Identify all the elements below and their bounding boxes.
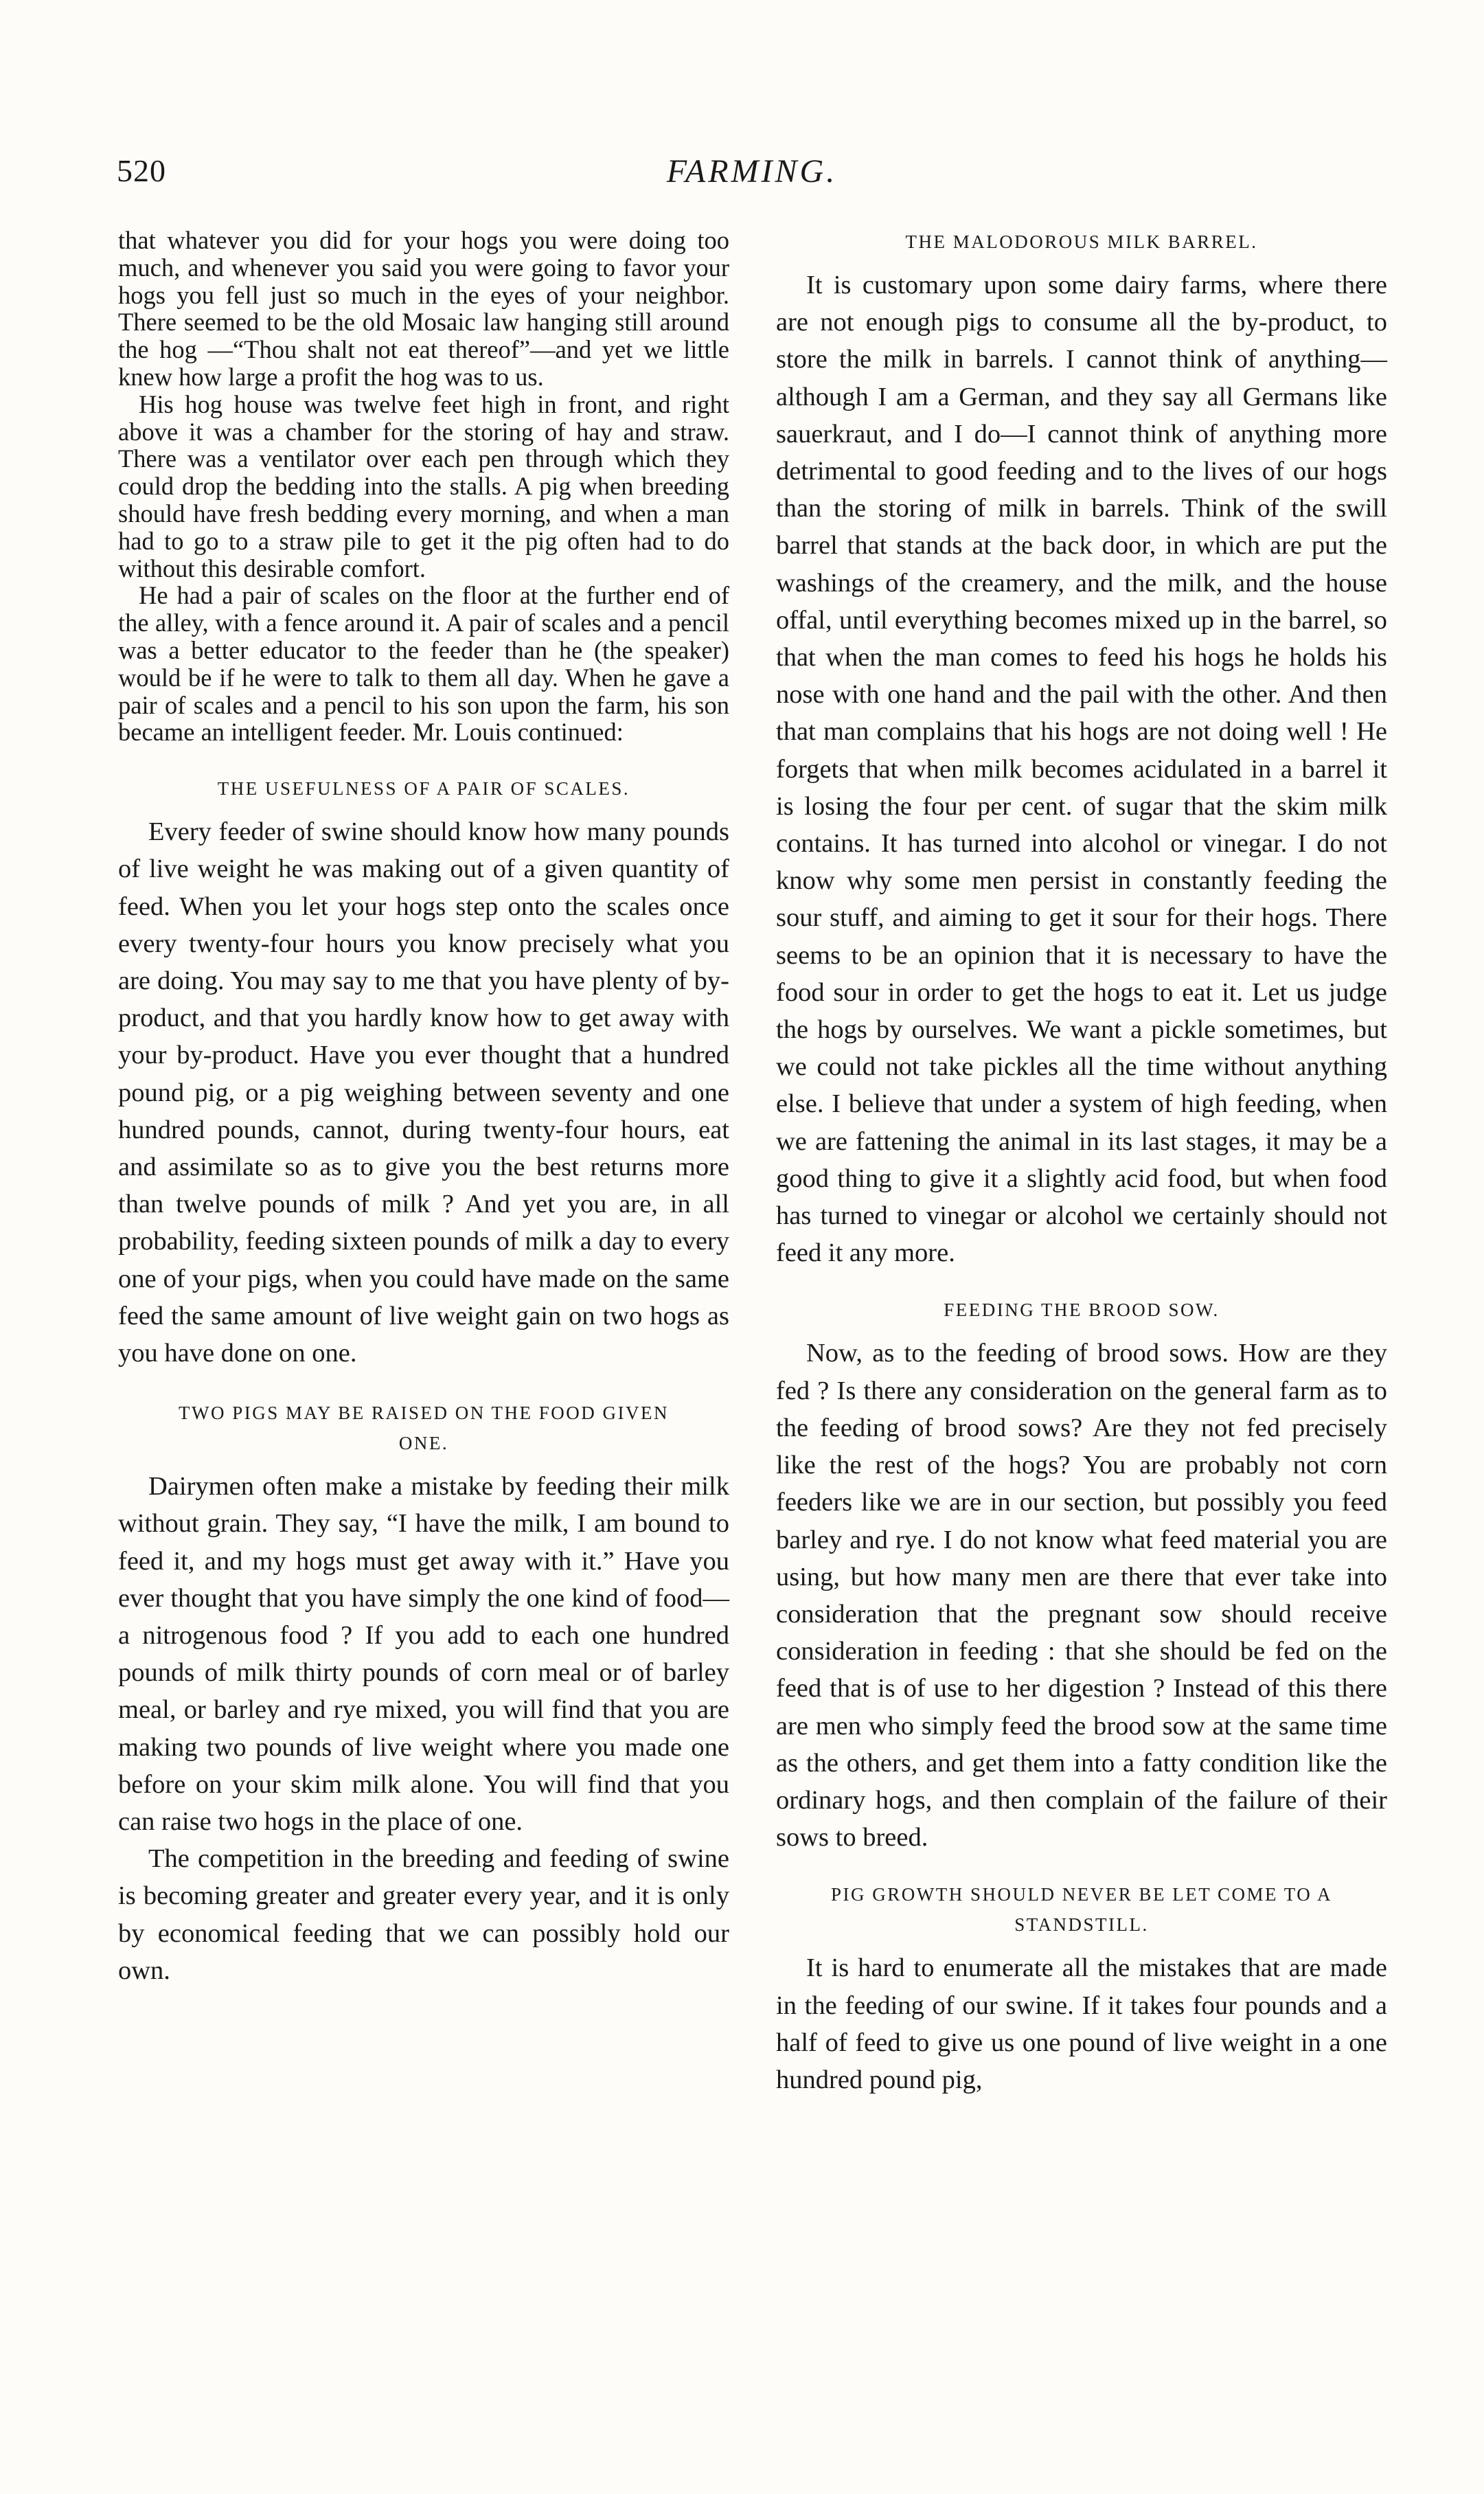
section-heading: TWO PIGS MAY BE RAISED ON THE FOOD GIVEN ONE. bbox=[178, 1403, 669, 1454]
paragraph: that whatever you did for your hogs you were doing too much, and whenever you said you were going to favor your hogs you fell just so much in the eyes of your neighbor. There seemed to be the old Mosaic law hanging still around the hog —“Thou shalt not eat thereof”—and yet we little knew how large a profit the hog was to us. bbox=[118, 226, 729, 391]
intro-block bbox=[118, 227, 729, 746]
paragraph: Every feeder of swine should know how many pounds of live weight he was making out of a given quantity of feed. When you let your hogs step onto the scales once every twenty-four hours you know precisely what you are doing. You may say to me that you have plenty of by-product, and that you hardly know how to get away with your by-product. Have you ever thought that a hundred pound pig, or a pig weighing between seventy and one hundred pounds, cannot, during twenty-four hours, eat and assimilate so as to give you the best returns more than twelve pounds of milk ? And yet you are, in all probability, feeding sixteen pounds of milk a day to every one of your pigs, when you could have made on the same feed the same amount of live weight gain on two hogs as you have done on one. bbox=[118, 817, 729, 1368]
paragraph: Dairymen often make a mistake by feeding their milk without grain. They say, “I have the milk, I am bound to feed it, and my hogs must get away with it.” Have you ever thought that you have simply the one kind of food—a nitrogenous food ? If you add to each one hundred pounds of milk thirty pounds of corn meal or of barley meal, or barley and rye mixed, you will find that you are making two pounds of live weight where you made one before on your skim milk alone. You will find that you can raise two hogs in the place of one. bbox=[118, 1472, 729, 1837]
paragraph: He had a pair of scales on the floor at the further end of the alley, with a fence around it. A pair of scales and a pencil was a better educator to the feeder than he (the speaker) would be if he were to talk to them all day. When he gave a pair of scales and a pencil to his son upon the farm, his son became an intelligent feeder. Mr. Louis continued: bbox=[118, 581, 729, 747]
left-column bbox=[118, 227, 729, 1989]
paragraph: Now, as to the feeding of brood sows. How are they fed ? Is there any consideration on the general farm as to the feeding of brood sows? Are they not fed precisely like the rest of the hogs? You are probably not corn feeders like we are in our section, but possibly you feed barley and rye. I do not know what feed material you are using, but how many men are there that ever take into consideration that the pregnant sow should receive consideration in feeding : that she should be fed on the feed that is of use to her digestion ? Instead of this there are men who simply feed the brood sow at the same time as the others, and get them into a fatty condition like the ordinary hogs, and then complain of the failure of their sows to breed. bbox=[776, 1339, 1387, 1852]
section-heading: FEEDING THE BROOD SOW. bbox=[944, 1300, 1220, 1321]
section-heading: THE MALODOROUS MILK BARREL. bbox=[905, 231, 1258, 252]
page-number: 520 bbox=[117, 153, 166, 188]
right-column bbox=[776, 227, 1387, 2098]
running-title: FARMING. bbox=[666, 153, 838, 190]
section-heading: PIG GROWTH SHOULD NEVER BE LET COME TO A STANDSTILL. bbox=[830, 1884, 1332, 1936]
paragraph: The competition in the breeding and feeding of swine is becoming greater and greater every year, and it is only by economical feeding that we can possibly hold our own. bbox=[118, 1844, 729, 1985]
paragraph: It is hard to enumerate all the mistakes that are made in the feeding of our swine. If it takes four pounds and a half of feed to give us one pound of live weight in a one hundred pound pig, bbox=[776, 1953, 1387, 2094]
paragraph: It is customary upon some dairy farms, where there are not enough pigs to consume all the by-product, to store the milk in barrels. I cannot think of anything—although I am a German, and they say all Germans like sauerkraut, and I do—I cannot think of anything more detrimental to good feeding and to the lives of our hogs than the storing of milk in barrels. Think of the swill barrel that stands at the back door, in which are put the washings of the creamery, and the milk, and the house offal, until everything becomes mixed up in the barrel, so that when the man comes to feed his hogs he holds his nose with one hand and the pail with the other. And then that man complains that his hogs are not doing well ! He forgets that when milk becomes acidulated in a barrel it is losing the four per cent. of sugar that the skim milk contains. It has turned into alcohol or vinegar. I do not know why some men persist in constantly feeding the sour stuff, and aiming to get it sour for their hogs. There seems to be an opinion that it is necessary to have the food sour in order to get the hogs to eat it. Let us judge the hogs by ourselves. We want a pickle sometimes, but we could not take pickles all the time without anything else. I believe that under a system of high feeding, when we are fattening the animal in its last stages, it may be a good thing to give it a slightly acid food, but when food has turned to vinegar or alcohol we certainly should not feed it any more. bbox=[776, 271, 1387, 1268]
section-heading: THE USEFULNESS OF A PAIR OF SCALES. bbox=[217, 778, 630, 800]
page-header bbox=[117, 152, 1387, 201]
paragraph: His hog house was twelve feet high in front, and right above it was a chamber for the storing of hay and straw. There was a ventilator over each pen through which they could drop the bedding into the stalls. A pig when breeding should have fresh bedding every morning, and when a man had to go to a straw pile to get it the pig often had to do without this desirable comfort. bbox=[118, 389, 729, 582]
